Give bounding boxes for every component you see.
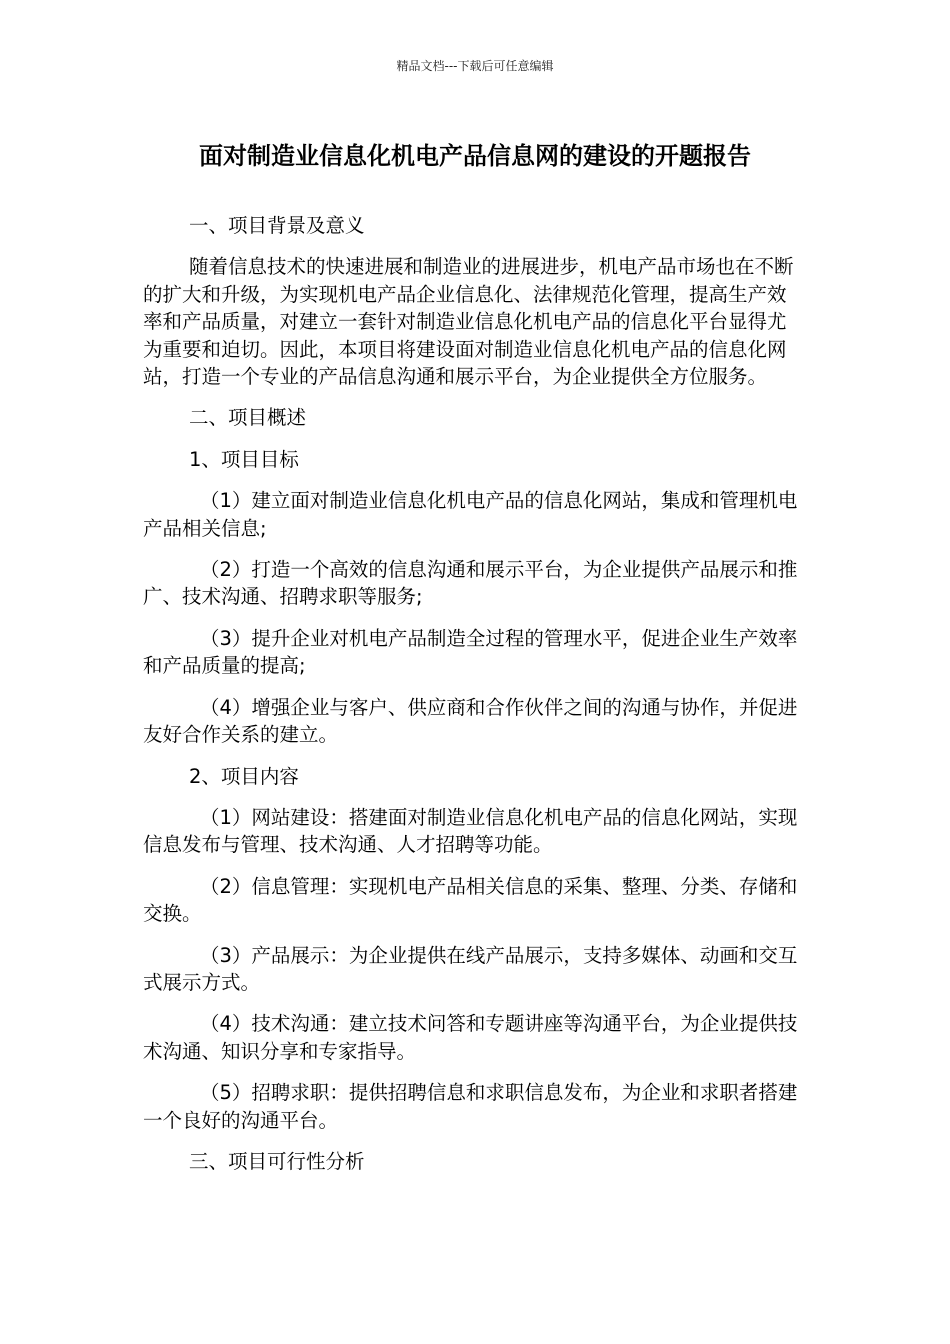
- goal-item: （4）增强企业与客户、供应商和合作伙伴之间的沟通与协作，并促进友好合作关系的建立。: [143, 695, 798, 747]
- section-heading-overview: 二、项目概述: [189, 406, 307, 430]
- content-item: （2）信息管理：实现机电产品相关信息的采集、整理、分类、存储和交换。: [143, 874, 798, 926]
- goal-item: （2）打造一个高效的信息沟通和展示平台，为企业提供产品展示和推广、技术沟通、招聘求职等服务;: [143, 558, 798, 609]
- content-item: （1）网站建设：搭建面对制造业信息化机电产品的信息化网站，实现信息发布与管理、技术沟通、人才招聘等功能。: [143, 805, 798, 857]
- header-note: 精品文档---下载后可任意编辑: [396, 59, 554, 73]
- content-item: （5）招聘求职：提供招聘信息和求职信息发布，为企业和求职者搭建一个良好的沟通平台。: [143, 1081, 798, 1132]
- document-title: 面对制造业信息化机电产品信息网的建设的开题报告: [199, 142, 751, 170]
- background-paragraph: 随着信息技术的快速进展和制造业的进展进步，机电产品市场也在不断的扩大和升级，为实现机电产品企业信息化、法律规范化管理，提高生产效率和产品质量，对建立一套针对制造业信息化机电产品的信息化平台显得尤为重要和迫切。因此，本项目将建设面对制造业信息化机电产品的信息化网站，打造一个专业的产品信息沟通和展示平台，为企业提供全方位服务。: [143, 255, 794, 389]
- section-heading-background: 一、项目背景及意义: [189, 214, 365, 237]
- goal-item: （1）建立面对制造业信息化机电产品的信息化网站，集成和管理机电产品相关信息;: [143, 489, 798, 540]
- subsection-heading-content: 2、项目内容: [189, 764, 299, 788]
- content-item: （4）技术沟通：建立技术问答和专题讲座等沟通平台，为企业提供技术沟通、知识分享和专家指导。: [143, 1012, 798, 1063]
- document-body: [143, 212, 805, 1175]
- subsection-heading-goals: 1、项目目标: [189, 447, 299, 471]
- section-heading-feasibility: 三、项目可行性分析: [189, 1149, 365, 1173]
- content-item: （3）产品展示：为企业提供在线产品展示，支持多媒体、动画和交互式展示方式。: [143, 943, 798, 994]
- goal-item: （3）提升企业对机电产品制造全过程的管理水平，促进企业生产效率和产品质量的提高;: [143, 626, 798, 678]
